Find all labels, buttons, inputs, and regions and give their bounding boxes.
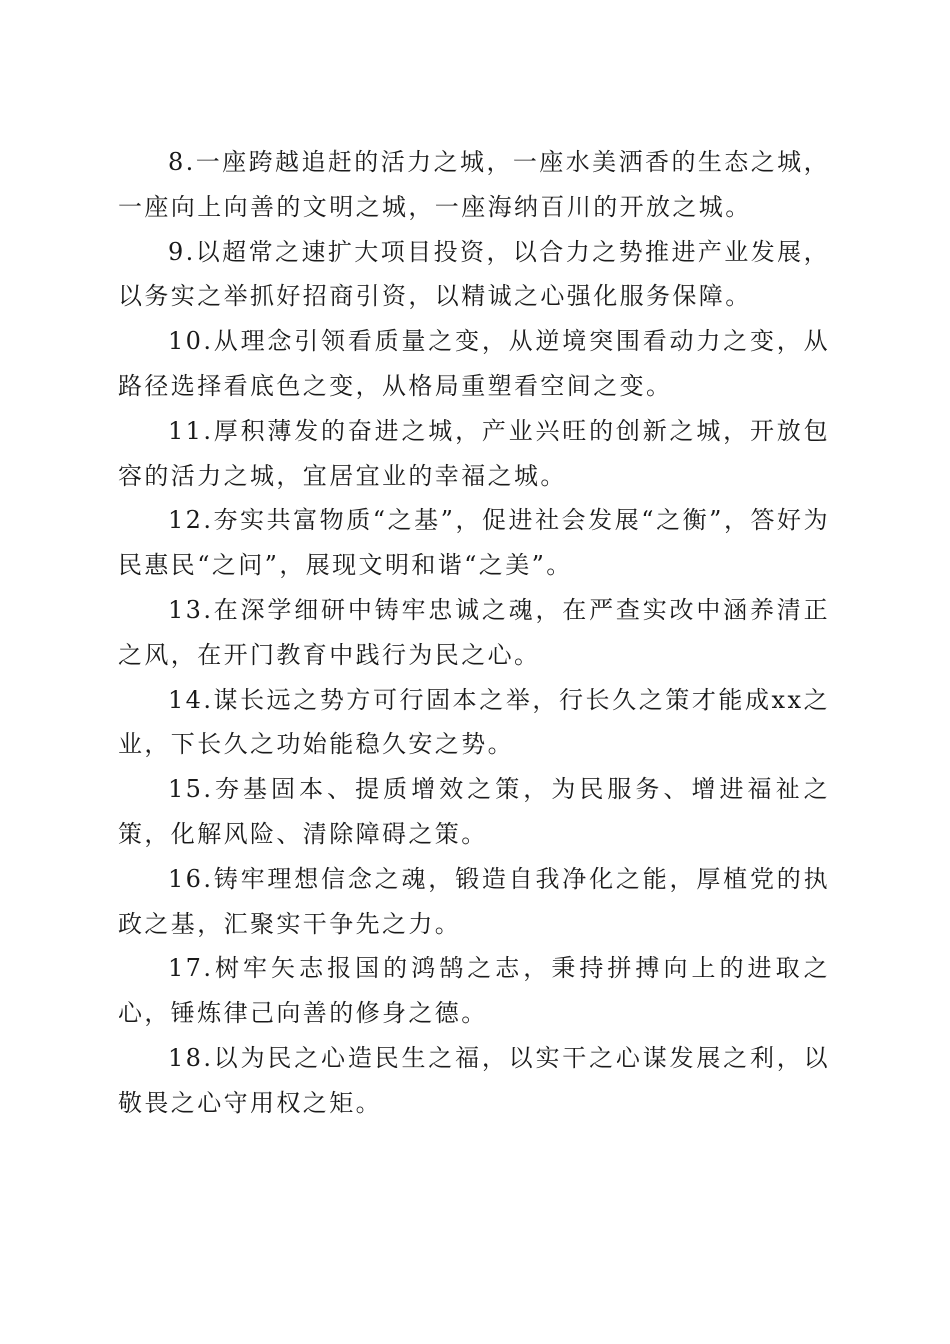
paragraph-9: 9.以超常之速扩大项目投资，以合力之势推进产业发展，以务实之举抓好招商引资，以精诚之心强化服务保障。 — [118, 237, 830, 311]
paragraph-14: 14.谋长远之势方可行固本之举，行长久之策才能成xx之业，下长久之功始能稳久安之势。 — [118, 685, 830, 759]
document-body — [118, 140, 830, 1126]
paragraph-12: 12.夯实共富物质“之基”，促进社会发展“之衡”，答好为民惠民“之问”，展现文明和谐“之美”。 — [118, 506, 830, 580]
paragraph-10: 10.从理念引领看质量之变，从逆境突围看动力之变，从路径选择看底色之变，从格局重塑看空间之变。 — [118, 327, 830, 400]
paragraph-11: 11.厚积薄发的奋进之城，产业兴旺的创新之城，开放包容的活力之城，宜居宜业的幸福之城。 — [118, 416, 830, 490]
paragraph-13: 13.在深学细研中铸牢忠诚之魂，在严查实改中涵养清正之风，在开门教育中践行为民之心。 — [118, 595, 830, 669]
paragraph-17: 17.树牢矢志报国的鸿鹄之志，秉持拼搏向上的进取之心，锤炼律己向善的修身之德。 — [118, 954, 830, 1028]
paragraph-16: 16.铸牢理想信念之魂，锻造自我净化之能，厚植党的执政之基，汇聚实干争先之力。 — [118, 864, 830, 938]
paragraph-8: 8.一座跨越追赶的活力之城，一座水美洒香的生态之城，一座向上向善的文明之城，一座海纳百川的开放之城。 — [118, 148, 830, 221]
paragraph-15: 15.夯基固本、提质增效之策，为民服务、增进福祉之策，化解风险、清除障碍之策。 — [118, 775, 830, 848]
paragraph-18: 18.以为民之心造民生之福，以实干之心谋发展之利，以敬畏之心守用权之矩。 — [118, 1043, 830, 1117]
